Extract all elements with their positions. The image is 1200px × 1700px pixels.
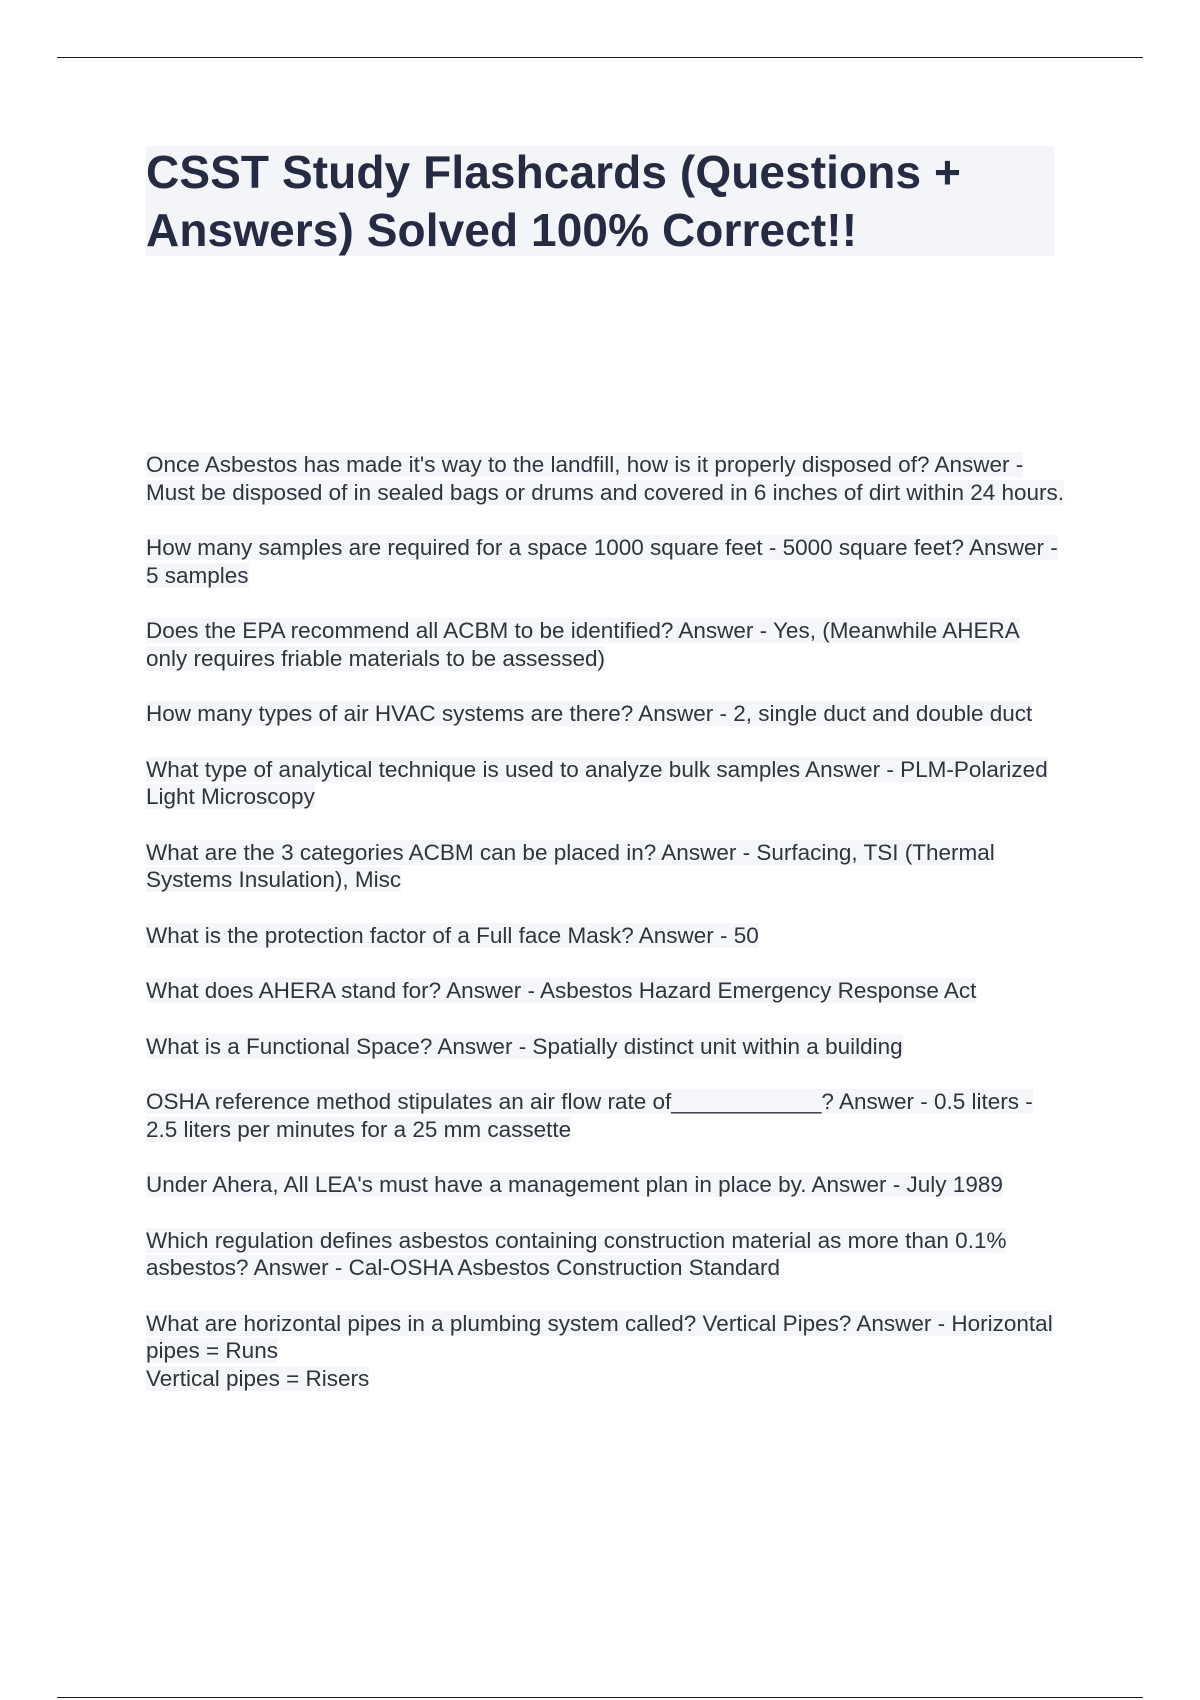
flashcard-text: What is the protection factor of a Full face Mask? Answer - 50: [146, 922, 759, 948]
flashcard: [146, 534, 1066, 589]
flashcard: [146, 756, 1066, 811]
flashcard-text: What are horizontal pipes in a plumbing system called? Vertical Pipes? Answer - Horizontal pipes = Runs Vertical pipes = Risers: [146, 1310, 1053, 1391]
flashcard-text: Once Asbestos has made it's way to the landfill, how is it properly disposed of? Answer - Must be disposed of in sealed bags or drums and covered in 6 inches of dirt within 24 hours.: [146, 452, 1065, 505]
flashcard: [146, 1171, 1066, 1199]
flashcard-text: What does AHERA stand for? Answer - Asbestos Hazard Emergency Response Act: [146, 978, 977, 1003]
flashcard-text: Under Ahera, All LEA's must have a management plan in place by. Answer - July 1989: [146, 1172, 1003, 1197]
document-title: CSST Study Flashcards (Questions + Answers) Solved 100% Correct!!: [146, 146, 961, 256]
top-rule: [57, 57, 1143, 58]
flashcard-text: Which regulation defines asbestos containing construction material as more than 0.1% asbestos? Answer - Cal-OSHA Asbestos Construction Standard: [146, 1227, 1007, 1280]
flashcard-text: How many types of air HVAC systems are there? Answer - 2, single duct and double duct: [146, 701, 1033, 726]
flashcard-text: Does the EPA recommend all ACBM to be identified? Answer - Yes, (Meanwhile AHERA only requires friable materials to be assessed): [146, 618, 1020, 671]
flashcard: [146, 839, 1066, 894]
flashcard-text: What are the 3 categories ACBM can be placed in? Answer - Surfacing, TSI (Thermal Systems Insulation), Misc: [146, 839, 995, 892]
flashcard-text: What type of analytical technique is used to analyze bulk samples Answer - PLM-Polarized Light Microscopy: [146, 756, 1048, 809]
bottom-rule: [57, 1697, 1143, 1698]
flashcard: [146, 977, 1066, 1005]
flashcard: [146, 1088, 1066, 1143]
flashcard: [146, 1310, 1066, 1393]
flashcard-text: OSHA reference method stipulates an air flow rate of____________? Answer - 0.5 liters - 2.5 liters per minutes for a 25 mm cassette: [146, 1089, 1033, 1142]
flashcard: [146, 451, 1066, 506]
flashcard: [146, 922, 1066, 950]
flashcard-list: [146, 451, 1066, 1420]
flashcard: [146, 700, 1066, 728]
flashcard: [146, 617, 1066, 672]
flashcard: [146, 1227, 1066, 1282]
flashcard-text: How many samples are required for a space 1000 square feet - 5000 square feet? Answer - 5 samples: [146, 535, 1058, 588]
flashcard: [146, 1033, 1066, 1061]
flashcard-text: What is a Functional Space? Answer - Spatially distinct unit within a building: [146, 1033, 903, 1059]
